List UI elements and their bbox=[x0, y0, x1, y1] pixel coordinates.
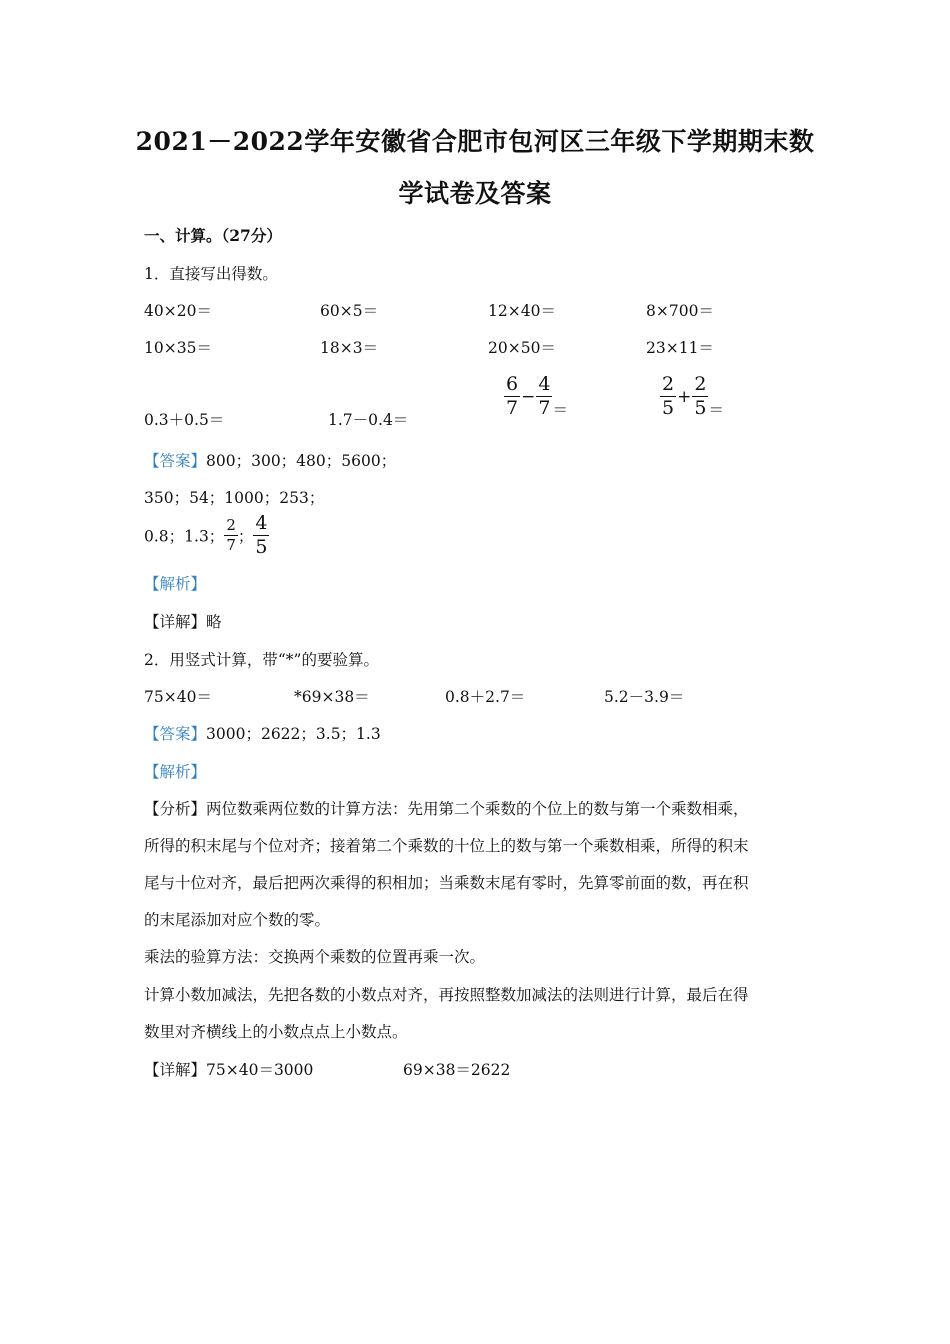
fraction: $\frac{2}{7}$ bbox=[226, 516, 236, 554]
q1-detail: 【详解】略 bbox=[144, 613, 222, 631]
q2-detail: 【详解】75×40＝3000 bbox=[144, 1061, 314, 1079]
q2-prompt: 2．用竖式计算，带“*”的要验算。 bbox=[144, 651, 379, 669]
q1-analysis-tag: 【解析】 bbox=[144, 575, 207, 593]
q1-item: 10×35＝ bbox=[144, 339, 212, 357]
q2-item: 75×40＝ bbox=[144, 688, 212, 706]
q2-analysis-tag: 【解析】 bbox=[144, 763, 207, 781]
q1-answer-line2: 350；54；1000；253； bbox=[144, 489, 325, 507]
q1-item: 60×5＝ bbox=[320, 302, 379, 320]
q1-item: 18×3＝ bbox=[320, 339, 379, 357]
q1-answer-line3: 0.8；1.3； $\frac{2}{7}$ ； $\frac{4}{5}$ bbox=[144, 512, 268, 558]
q2-item: 0.8＋2.7＝ bbox=[445, 688, 526, 706]
q2-item: 5.2－3.9＝ bbox=[604, 688, 685, 706]
fraction: $\frac{2}{5}$ bbox=[694, 373, 707, 419]
q1-item: 20×50＝ bbox=[488, 339, 556, 357]
q2-analysis-line: 尾与十位对齐，最后把两次乘得的积相加；当乘数末尾有零时，先算零前面的数，再在积 bbox=[144, 874, 749, 892]
section-heading: 一、计算。（27分） bbox=[144, 226, 282, 245]
fraction: $\frac{4}{7}$ bbox=[538, 373, 551, 419]
answer-tag: 【答案】 bbox=[144, 725, 207, 743]
q2-analysis-line: 【分析】两位数乘两位数的计算方法：先用第二个乘数的个位上的数与第一个乘数相乘， bbox=[144, 800, 749, 818]
fraction: $\frac{4}{5}$ bbox=[255, 512, 268, 558]
q2-detail-eq2: 69×38＝2622 bbox=[403, 1061, 511, 1079]
q1-item: 8×700＝ bbox=[646, 302, 714, 320]
q2-analysis-line: 乘法的验算方法：交换两个乘数的位置再乘一次。 bbox=[144, 948, 486, 966]
q1-fraction-expression-2: $\frac{2}{5}$ + $\frac{2}{5}$ ＝ bbox=[662, 373, 724, 419]
q2-analysis-line: 计算小数加减法，先把各数的小数点对齐，再按照整数加减法的法则进行计算，最后在得 bbox=[144, 986, 749, 1004]
q1-item: 12×40＝ bbox=[488, 302, 556, 320]
q1-item: 40×20＝ bbox=[144, 302, 212, 320]
fraction: $\frac{6}{7}$ bbox=[506, 373, 519, 419]
q1-item: 0.3＋0.5＝ bbox=[144, 411, 225, 429]
fraction: $\frac{2}{5}$ bbox=[662, 373, 675, 419]
page-title-line1: 2021－2022学年安徽省合肥市包河区三年级下学期期末数 bbox=[135, 127, 815, 156]
q2-analysis-line: 数里对齐横线上的小数点点上小数点。 bbox=[144, 1023, 408, 1041]
q1-fraction-expression-1: $\frac{6}{7}$ − $\frac{4}{7}$ ＝ bbox=[506, 373, 568, 419]
q2-analysis-line: 所得的积末尾与个位对齐；接着第二个乘数的十位上的数与第一个乘数相乘，所得的积末 bbox=[144, 837, 749, 855]
answer-tag: 【答案】 bbox=[144, 452, 207, 470]
q1-prompt: 1．直接写出得数。 bbox=[144, 265, 278, 283]
page-title-line2: 学试卷及答案 bbox=[398, 179, 552, 208]
q1-answer-line1: 【答案】800；300；480；5600； bbox=[144, 452, 397, 470]
q1-item: 1.7－0.4＝ bbox=[328, 411, 409, 429]
q2-answer: 【答案】3000；2622；3.5；1.3 bbox=[144, 725, 381, 743]
q1-item: 23×11＝ bbox=[646, 339, 714, 357]
q2-item: *69×38＝ bbox=[294, 688, 370, 706]
q2-analysis-line: 的末尾添加对应个数的零。 bbox=[144, 911, 331, 929]
